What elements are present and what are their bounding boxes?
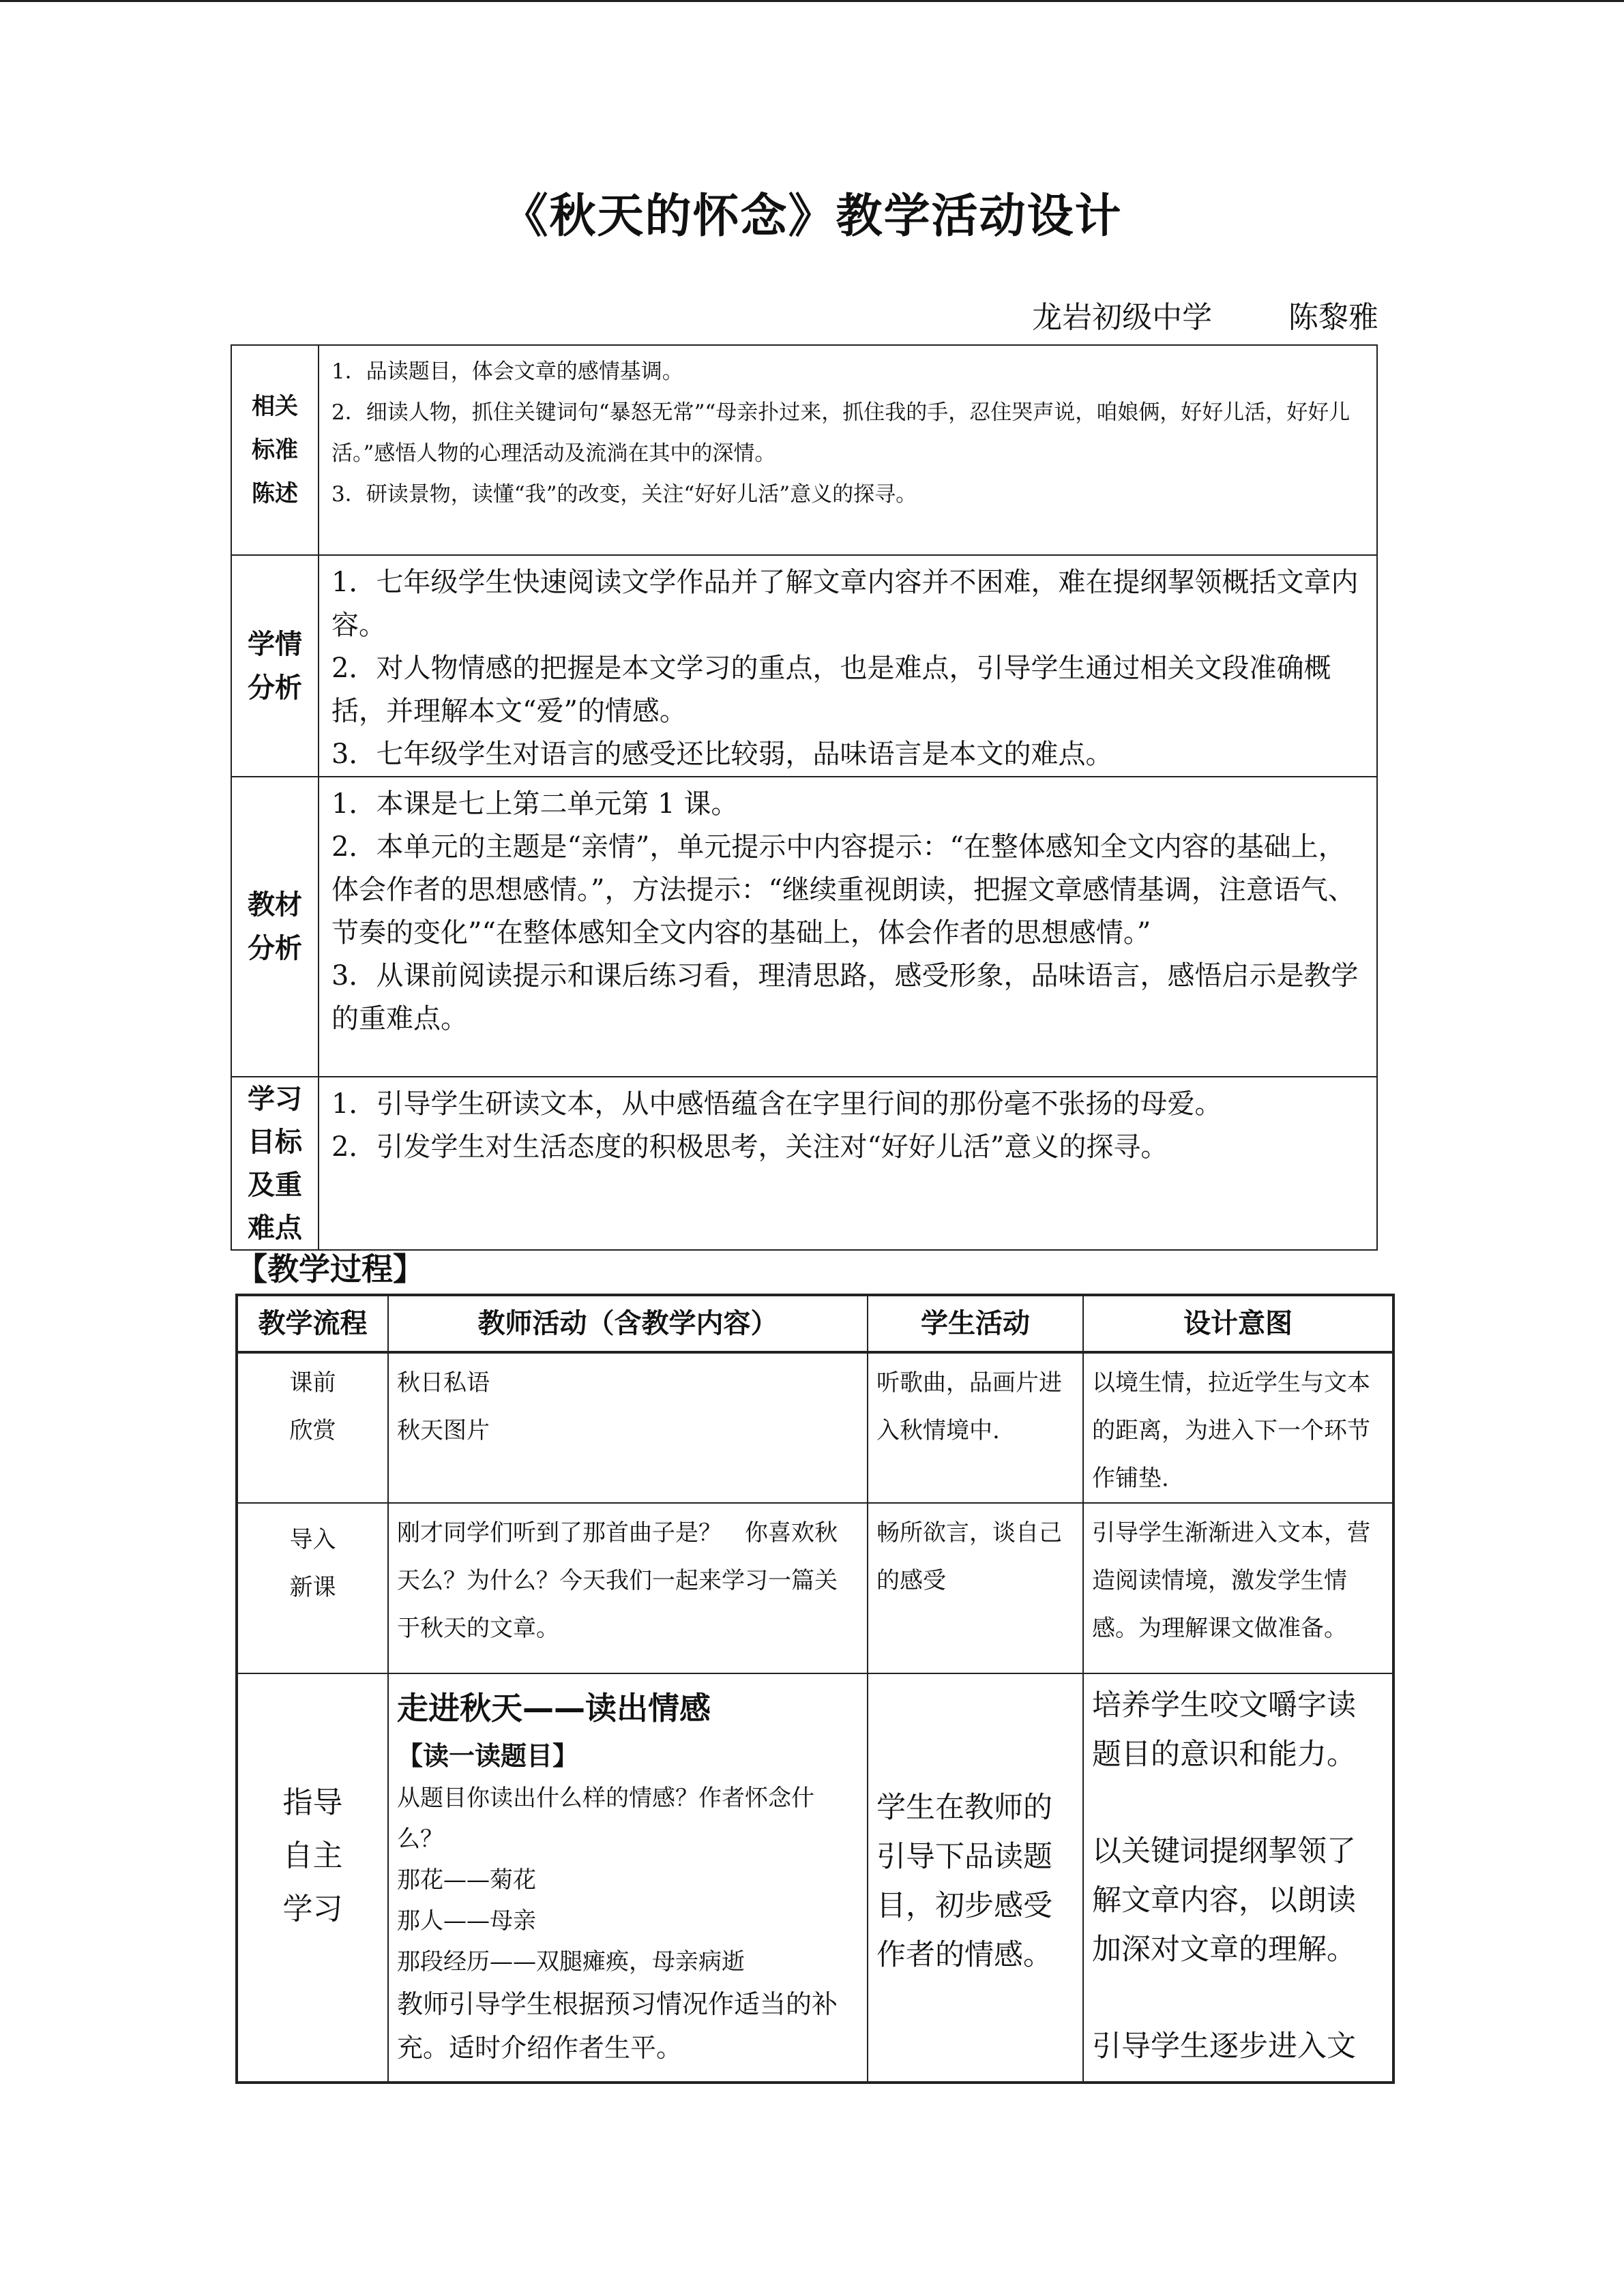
label-line: 及重 [248,1169,302,1201]
document-title: 《秋天的怀念》教学活动设计 [501,189,1123,243]
list-item: 3．从课前阅读提示和课后练习看，理清思路，感受形象，品味语言，感悟启示是教学的重难点。 [331,960,1359,1034]
table-row [231,1077,1377,1250]
stage-cell [237,1673,388,2083]
label-line: 陈述 [252,480,298,507]
table-row [231,345,1377,555]
column-header: 学生活动 [868,1295,1083,1352]
row-content [319,1077,1377,1250]
activity-subheading: 【读一读题目】 [397,1741,579,1771]
row-content [319,777,1377,1077]
stage-line: 新课 [289,1574,336,1601]
column-header: 教师活动（含教学内容） [388,1295,868,1352]
student-cell: 畅所欲言，谈自己的感受 [868,1503,1083,1673]
intent-line: 引导学生逐步进入文 [1092,2029,1356,2063]
list-item: 2．细读人物，抓住关键词句“暴怒无常”“母亲扑过来，抓住我的手，忍住哭声说，咱娘俩，好好儿活，好好儿活。”感悟人物的心理活动及流淌在其中的深情。 [331,400,1350,466]
label-line: 教材 [248,889,302,921]
list-item: 1．本课是七上第二单元第 1 课。 [331,788,739,820]
row-label [231,777,319,1077]
column-header: 设计意图 [1083,1295,1393,1352]
teacher-line: 刚才同学们听到了那首曲子是？ 你喜欢秋天么？为什么？今天我们一起来学习一篇关于秋天的文章。 [397,1519,838,1642]
row-label [231,345,319,555]
stage-cell [237,1503,388,1673]
teacher-line: 秋天图片 [397,1417,490,1444]
teacher-line: 那人——母亲 [397,1907,536,1935]
table-row [237,1503,1393,1673]
table-row [237,1352,1393,1503]
teacher-cell [388,1673,868,2083]
spacer [1092,1779,1384,1827]
teacher-line: 教师引导学生根据预习情况作适当的补充。适时介绍作者生平。 [397,1989,838,2063]
stage-line: 导入 [289,1526,336,1553]
list-item: 2．引发学生对生活态度的积极思考，关注对“好好儿活”意义的探寻。 [331,1131,1168,1163]
list-item: 1．七年级学生快速阅读文学作品并了解文章内容并不困难，难在提纲挈领概括文章内容。 [331,567,1359,641]
intent-line: 以关键词提纲挈领了解文章内容，以朗读加深对文章的理解。 [1092,1834,1356,1967]
section-title: 【教学过程】 [236,1251,424,1287]
page-top-rule [0,0,1624,2]
table-row [231,777,1377,1077]
list-item: 1．引导学生研读文本，从中感悟蕴含在字里行间的那份毫不张扬的母爱。 [331,1088,1222,1120]
teacher-line: 秋日私语 [397,1369,490,1397]
column-header: 教学流程 [237,1295,388,1352]
intent-cell: 以境生情，拉近学生与文本的距离，为进入下一个环节作铺垫. [1083,1352,1393,1503]
label-line: 分析 [248,671,302,704]
student-cell: 学生在教师的引导下品读题目，初步感受作者的情感。 [868,1673,1083,2083]
intent-cell [1083,1673,1393,2083]
row-label [231,555,319,777]
label-line: 目标 [248,1126,302,1158]
list-item: 1．品读题目，体会文章的感情基调。 [331,359,683,384]
row-content [319,555,1377,777]
row-label [231,1077,319,1250]
label-line: 相关 [252,393,298,420]
teacher-cell [388,1352,868,1503]
row-content [319,345,1377,555]
teacher-line: 那段经历——双腿瘫痪，母亲病逝 [397,1948,745,1976]
intent-cell: 引导学生渐渐进入文本，营造阅读情境，激发学生情感。为理解课文做准备。 [1083,1503,1393,1673]
list-item: 3．七年级学生对语言的感受还比较弱，品味语言是本文的难点。 [331,739,1113,770]
stage-cell [237,1352,388,1503]
activity-heading: 走进秋天——读出情感 [397,1690,711,1727]
label-line: 学习 [248,1083,302,1115]
label-line: 难点 [248,1212,302,1244]
student-cell: 听歌曲，品画片进入秋情境中. [868,1352,1083,1503]
stage-line: 课前 [289,1369,336,1397]
label-line: 学情 [248,627,302,660]
stage-line: 学习 [282,1892,343,1926]
stage-line: 自主 [282,1838,343,1873]
process-table [235,1294,1395,2084]
table-header-row [237,1295,1393,1352]
stage-line: 指导 [282,1785,343,1820]
info-table [231,344,1378,1251]
list-item: 3．研读景物，读懂“我”的改变，关注“好好儿活”意义的探寻。 [331,482,917,507]
table-row [231,555,1377,777]
intent-line: 培养学生咬文嚼字读题目的意识和能力。 [1092,1688,1356,1772]
list-item: 2．本单元的主题是“亲情”，单元提示中内容提示：“在整体感知全文内容的基础上，体会作者的思想感情。”，方法提示：“继续重视朗读，把握文章感情基调，注意语气、节奏的变化”“在整体感知全文内容的基础上，体会作者的思想感情。” [331,831,1355,949]
list-item: 2．对人物情感的把握是本文学习的重点，也是难点，引导学生通过相关文段准确概括，并理解本文“爱”的情感。 [331,653,1331,727]
spacer [1092,1974,1384,2022]
stage-line: 欣赏 [289,1417,336,1444]
table-row [237,1673,1393,2083]
teacher-cell [388,1503,868,1673]
author-line: 龙岩初级中学 陈黎雅 [1032,300,1378,335]
label-line: 分析 [248,932,302,964]
teacher-line: 从题目你读出什么样的情感？作者怀念什么？ [397,1785,814,1853]
label-line: 标准 [252,436,298,464]
teacher-line: 那花——菊花 [397,1866,536,1894]
